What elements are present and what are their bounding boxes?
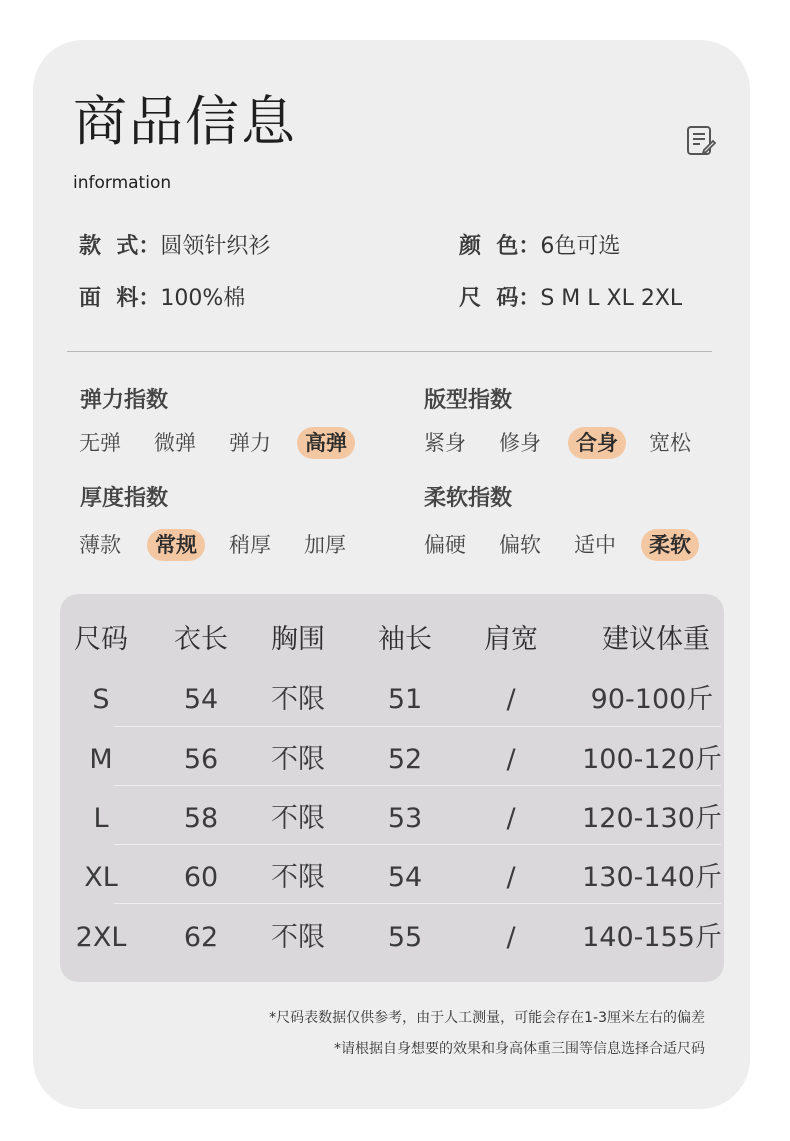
fit-option: 修身 [499, 431, 541, 455]
table-cell: / [506, 862, 516, 893]
table-header-weight: 建议体重 [602, 624, 710, 655]
softness-option: 偏硬 [424, 533, 466, 557]
table-cell: 60 [183, 862, 219, 893]
table-cell: / [506, 803, 516, 834]
table-cell: 52 [387, 744, 423, 775]
table-cell: 53 [387, 803, 423, 834]
info-fabric [79, 288, 245, 310]
thickness-option: 加厚 [304, 533, 346, 557]
elasticity-option-selected: 高弹 [297, 427, 355, 459]
info-label: 尺 码： [459, 286, 541, 311]
table-cell: S [92, 684, 110, 715]
info-label: 款 式： [79, 234, 161, 259]
info-value: 100%棉 [160, 286, 246, 311]
table-cell: 130-140斤 [582, 862, 722, 893]
thickness-index-title: 厚度指数 [80, 486, 169, 511]
table-cell: / [506, 922, 516, 953]
table-header-sleeve: 袖长 [378, 624, 432, 655]
table-cell: M [89, 744, 113, 775]
elasticity-option: 弹力 [229, 431, 271, 455]
product-info-card [33, 40, 750, 1109]
thickness-option: 稍厚 [229, 533, 271, 557]
info-style [79, 236, 270, 258]
size-advice-note: *请根据自身想要的效果和身高体重三围等信息选择合适尺码 [334, 1041, 705, 1057]
document-edit-icon [683, 123, 719, 159]
size-table [60, 594, 724, 982]
fit-index-title: 版型指数 [424, 388, 513, 413]
info-label: 颜 色： [459, 234, 541, 259]
table-cell: 51 [387, 684, 423, 715]
row-divider [114, 844, 721, 845]
table-cell: 140-155斤 [582, 922, 722, 953]
thickness-option: 薄款 [79, 533, 121, 557]
table-cell: 不限 [271, 744, 325, 775]
fit-option: 紧身 [424, 431, 466, 455]
table-cell: XL [84, 862, 118, 893]
page-title: 商品信息 [73, 90, 297, 153]
softness-option: 偏软 [499, 533, 541, 557]
table-cell: 90-100斤 [590, 684, 714, 715]
info-color [459, 236, 620, 258]
table-cell: 不限 [271, 922, 325, 953]
table-cell: 54 [183, 684, 219, 715]
fit-option-selected: 合身 [568, 427, 626, 459]
table-cell: 不限 [271, 684, 325, 715]
table-header-shoulder: 肩宽 [484, 624, 538, 655]
table-cell: 不限 [271, 862, 325, 893]
table-header-chest: 胸围 [271, 624, 325, 655]
row-divider [114, 785, 721, 786]
table-cell: / [506, 744, 516, 775]
table-header-size: 尺码 [74, 624, 128, 655]
table-cell: 55 [387, 922, 423, 953]
elasticity-index-title: 弹力指数 [80, 388, 169, 413]
elasticity-option: 无弹 [79, 431, 121, 455]
info-value: 6色可选 [540, 234, 621, 259]
table-cell: 2XL [75, 922, 127, 953]
table-cell: 100-120斤 [582, 744, 722, 775]
info-label: 面 料： [79, 286, 161, 311]
softness-index-title: 柔软指数 [424, 486, 513, 511]
info-value: 圆领针织衫 [160, 234, 271, 259]
thickness-option-selected: 常规 [147, 529, 205, 561]
table-cell: 不限 [271, 803, 325, 834]
info-value: S M L XL 2XL [540, 286, 683, 311]
row-divider [114, 726, 721, 727]
table-cell: 54 [387, 862, 423, 893]
elasticity-option: 微弹 [154, 431, 196, 455]
table-cell: 56 [183, 744, 219, 775]
page-subtitle: information [73, 173, 172, 193]
table-header-length: 衣长 [174, 624, 228, 655]
softness-option-selected: 柔软 [641, 529, 699, 561]
table-cell: L [93, 803, 109, 834]
table-cell: 58 [183, 803, 219, 834]
info-size [459, 288, 682, 310]
measurement-note: *尺码表数据仅供参考，由于人工测量，可能会存在1-3厘米左右的偏差 [269, 1010, 705, 1026]
table-cell: 62 [183, 922, 219, 953]
row-divider [114, 903, 721, 904]
table-cell: / [506, 684, 516, 715]
section-divider [67, 351, 712, 352]
softness-option: 适中 [574, 533, 616, 557]
fit-option: 宽松 [649, 431, 691, 455]
table-cell: 120-130斤 [582, 803, 722, 834]
